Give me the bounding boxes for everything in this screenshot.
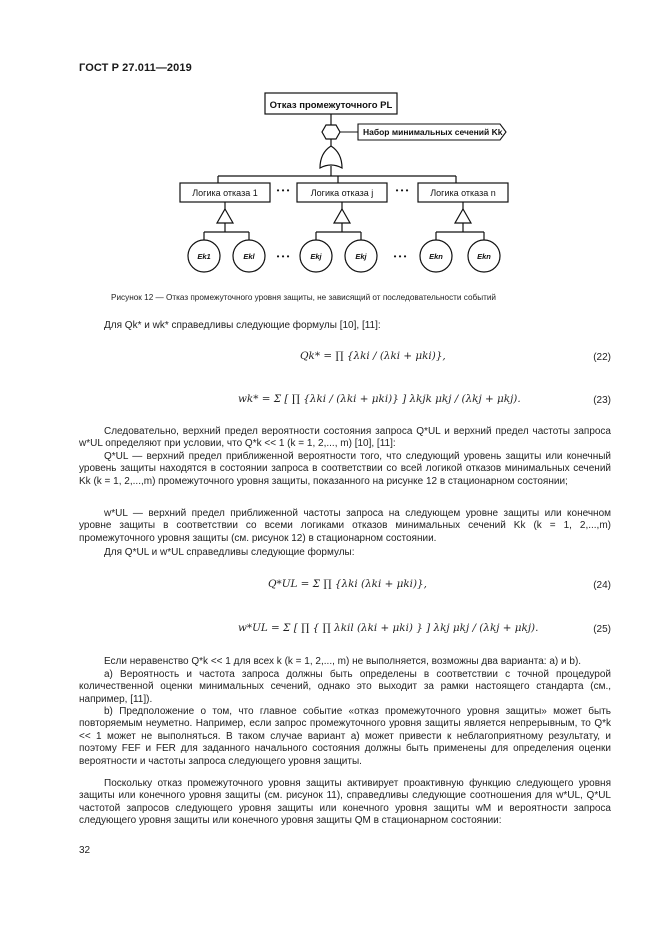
equation-23-number: (23) xyxy=(593,395,611,406)
and-gate-1 xyxy=(204,202,249,240)
leaf-label-3: Ekj xyxy=(310,252,322,261)
paragraph-4: Для Q*UL и w*UL справедливы следующие формулы: xyxy=(104,547,355,558)
logic-label-j: Логика отказа j xyxy=(310,188,374,198)
equation-22-number: (22) xyxy=(593,352,611,363)
leaf-label-4: Ekj xyxy=(355,252,367,261)
dots-3: • • • xyxy=(276,252,290,261)
cutset-hexagon xyxy=(322,125,340,139)
cutset-label: Набор минимальных сечений Kk xyxy=(363,127,503,137)
equation-25-number: (25) xyxy=(593,624,611,635)
document-header: ГОСТ Р 27.011—2019 xyxy=(79,62,192,74)
dots-4: • • • xyxy=(393,252,407,261)
equation-24: Q*UL = Σ ∏ {λki (λki + μki)}, xyxy=(268,578,427,590)
equation-24-number: (24) xyxy=(593,580,611,591)
paragraph-intro: Для Qk* и wk* справедливы следующие формулы [10], [11]: xyxy=(104,320,381,331)
dots-2: • • • xyxy=(395,186,409,195)
paragraph-8: Поскольку отказ промежуточного уровня защиты активирует проактивную функцию следующего уровня защиты или конечного уровня защиты (см. рисунок 11), справедливы следующие соотношения для w*UL, Q*UL частотой запросов следующего уровня защиты или конечного уровня защиты wM и вероятности запроса следующего уровня защиты или конечного уровня защиты QM в стационарном состоянии: xyxy=(79,778,611,827)
paragraph-3: w*UL — верхний предел приближенной частоты запроса на следующем уровне защиты или конечном уровне защиты в соответствии со всеми логиками отказов минимальных сечений Kk (k = 1, 2,...,m) промежуточного уровня защиты (см. рисунок 12) в стационарном состоянии. xyxy=(79,508,611,544)
fault-tree-diagram xyxy=(170,90,515,285)
or-gate xyxy=(320,146,342,168)
paragraph-1: Следовательно, верхний предел вероятности состояния запроса Q*UL и верхний предел частоты запроса w*UL определяют при условии, что Q*k << 1 (k = 1, 2,..., m) [10], [11]: xyxy=(79,426,611,450)
page-number: 32 xyxy=(79,845,91,856)
paragraph-2: Q*UL — верхний предел приближенной вероятности того, что следующий уровень защиты или конечный уровень защиты находятся в состоянии запроса в соответствии со всей логикой отказов минимальных сечений Kk (k = 1, 2,...,m) промежуточного уровня защиты, показанного на рисунке 12 в стационарном состоянии; xyxy=(79,451,611,487)
logic-label-1: Логика отказа 1 xyxy=(192,188,258,198)
paragraph-5: Если неравенство Q*k << 1 для всех k (k = 1, 2,..., m) не выполняется, возможны два варианта: a) и b). xyxy=(104,656,582,667)
paragraph-6: a) Вероятность и частота запроса должны быть определены в соответствии с точной процедурой количественной оценки минимальных сечений, однако это выходит за рамки настоящего стандарта (см., например, [11]). xyxy=(79,669,611,705)
equation-25: w*UL = Σ [ ∏ { ∏ λkil (λki + μki) } ] λkj μkj / (λkj + μkj). xyxy=(238,622,539,634)
equation-23: wk* = Σ [ ∏ {λki / (λki + μki)} ] λkjk μkj / (λkj + μkj). xyxy=(238,393,521,405)
logic-label-n: Логика отказа n xyxy=(430,188,496,198)
figure-caption: Рисунок 12 — Отказ промежуточного уровня защиты, не зависящий от последовательности событий xyxy=(111,293,496,302)
paragraph-7: b) Предположение о том, что главное событие «отказ промежуточного уровня защиты» может быть повторяемым неуметно. Например, если запрос промежуточного уровня защиты является непрерывным, то Q*k << 1 может не выполняться. В таком случае вариант a) может привести к неблагоприятному результату, и поэтому FEF и FER для заданного начального состояния должны быть применены для определения оценки вероятности и частоты запроса следующего уровня защиты. xyxy=(79,706,611,767)
leaf-label-6: Ekn xyxy=(477,252,491,261)
and-gate-n xyxy=(436,202,484,240)
equation-22: Qk* = ∏ {λki / (λki + μki)}, xyxy=(300,350,446,362)
leaf-label-5: Ekn xyxy=(429,252,443,261)
leaf-label-2: Ekl xyxy=(243,252,255,261)
leaf-label-1: Ek1 xyxy=(197,252,211,261)
dots-1: • • • xyxy=(276,186,290,195)
top-event-label: Отказ промежуточного PL xyxy=(269,100,393,111)
and-gate-j xyxy=(316,202,361,240)
